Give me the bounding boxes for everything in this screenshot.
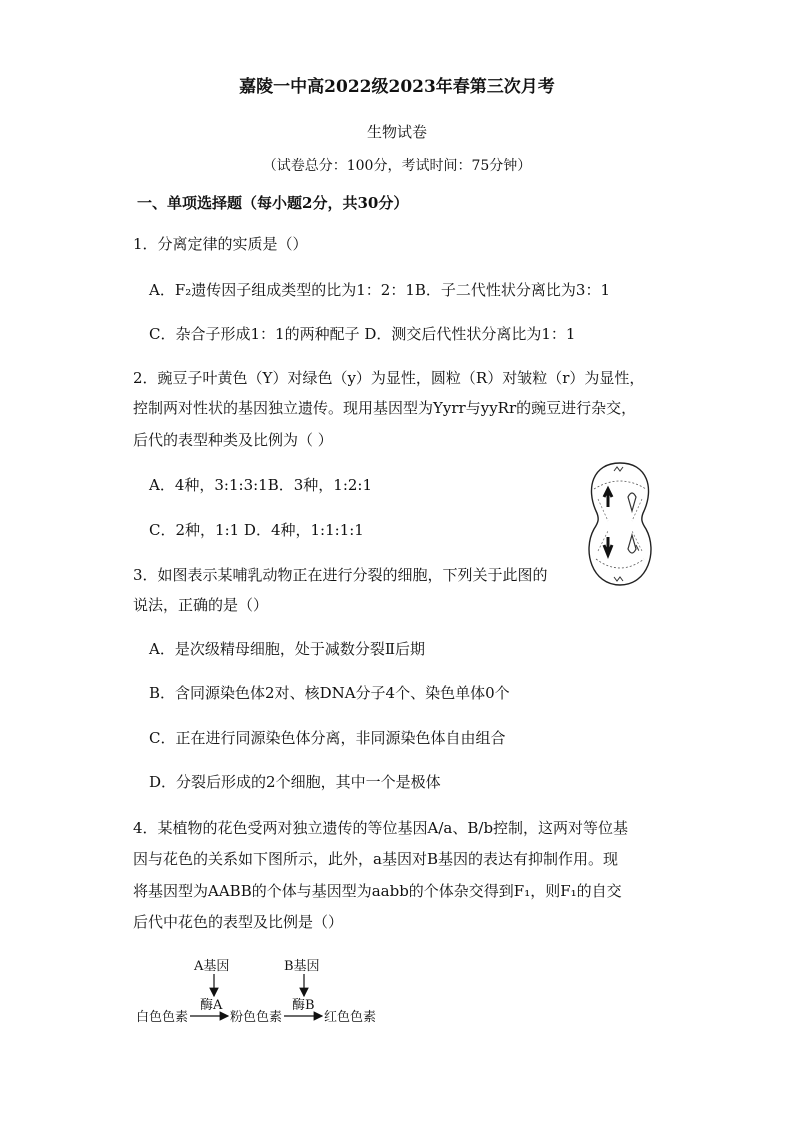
q4-stem-line3: 将基因型为AABB的个体与基因型为aabb的个体杂交得到F₁，则F₁的自交 (133, 882, 622, 900)
q1-options-cd: C．杂合子形成1：1的两种配子 D．测交后代性状分离比为1：1 (149, 325, 576, 343)
exam-subject: 生物试卷 (366, 123, 427, 141)
white-pigment-label: 白色色素 (136, 1010, 189, 1025)
q2-stem-line3: 后代的表型种类及比例为（ ） (133, 431, 333, 449)
q1-options-ab: A．F₂遗传因子组成类型的比为1：2：1B．子二代性状分离比为3：1 (149, 281, 610, 299)
enzyme-b-label: 酶B (292, 998, 315, 1013)
q2-options-ab: A．4种，3:1:3:1B．3种，1:2:1 (149, 476, 373, 494)
q3-stem-line2: 说法，正确的是（） (133, 596, 269, 614)
section-heading: 一、单项选择题（每小题2分，共30分） (137, 194, 409, 212)
gene-b-label: B基因 (284, 959, 320, 974)
exam-title: 嘉陵一中高2022级2023年春第三次月考 (239, 77, 555, 97)
pigment-pathway-diagram (132, 950, 392, 1030)
q1-stem: 1．分离定律的实质是（） (133, 235, 308, 253)
exam-info: （试卷总分：100分，考试时间：75分钟） (262, 158, 532, 174)
q4-stem-line4: 后代中花色的表型及比例是（） (133, 913, 344, 931)
enzyme-a-label: 酶A (200, 998, 223, 1013)
q3-option-c: C．正在进行同源染色体分离，非同源染色体自由组合 (149, 729, 506, 747)
q4-stem-line2: 因与花色的关系如下图所示，此外，a基因对B基因的表达有抑制作用。现 (133, 850, 618, 868)
q3-stem-line1: 3．如图表示某哺乳动物正在进行分裂的细胞，下列关于此图的 (133, 566, 548, 584)
red-pigment-label: 红色色素 (324, 1010, 377, 1025)
q3-option-a: A．是次级精母细胞，处于减数分裂Ⅱ后期 (149, 640, 426, 658)
q2-options-cd: C．2种，1:1 D．4种，1:1:1:1 (149, 521, 364, 539)
cell-division-figure (578, 459, 662, 589)
q4-stem-line1: 4．某植物的花色受两对独立遗传的等位基因A/a、B/b控制，这两对等位基 (133, 819, 629, 837)
q3-option-b: B．含同源染色体2对、核DNA分子4个、染色单体0个 (149, 684, 510, 702)
pink-pigment-label: 粉色色素 (230, 1010, 283, 1025)
q3-option-d: D．分裂后形成的2个细胞，其中一个是极体 (149, 773, 441, 791)
gene-a-label: A基因 (194, 959, 230, 974)
q2-stem-line1: 2．豌豆子叶黄色（Y）对绿色（y）为显性，圆粒（R）对皱粒（r）为显性， (133, 369, 645, 387)
q2-stem-line2: 控制两对性状的基因独立遗传。现用基因型为Yyrr与yyRr的豌豆进行杂交， (133, 399, 637, 417)
